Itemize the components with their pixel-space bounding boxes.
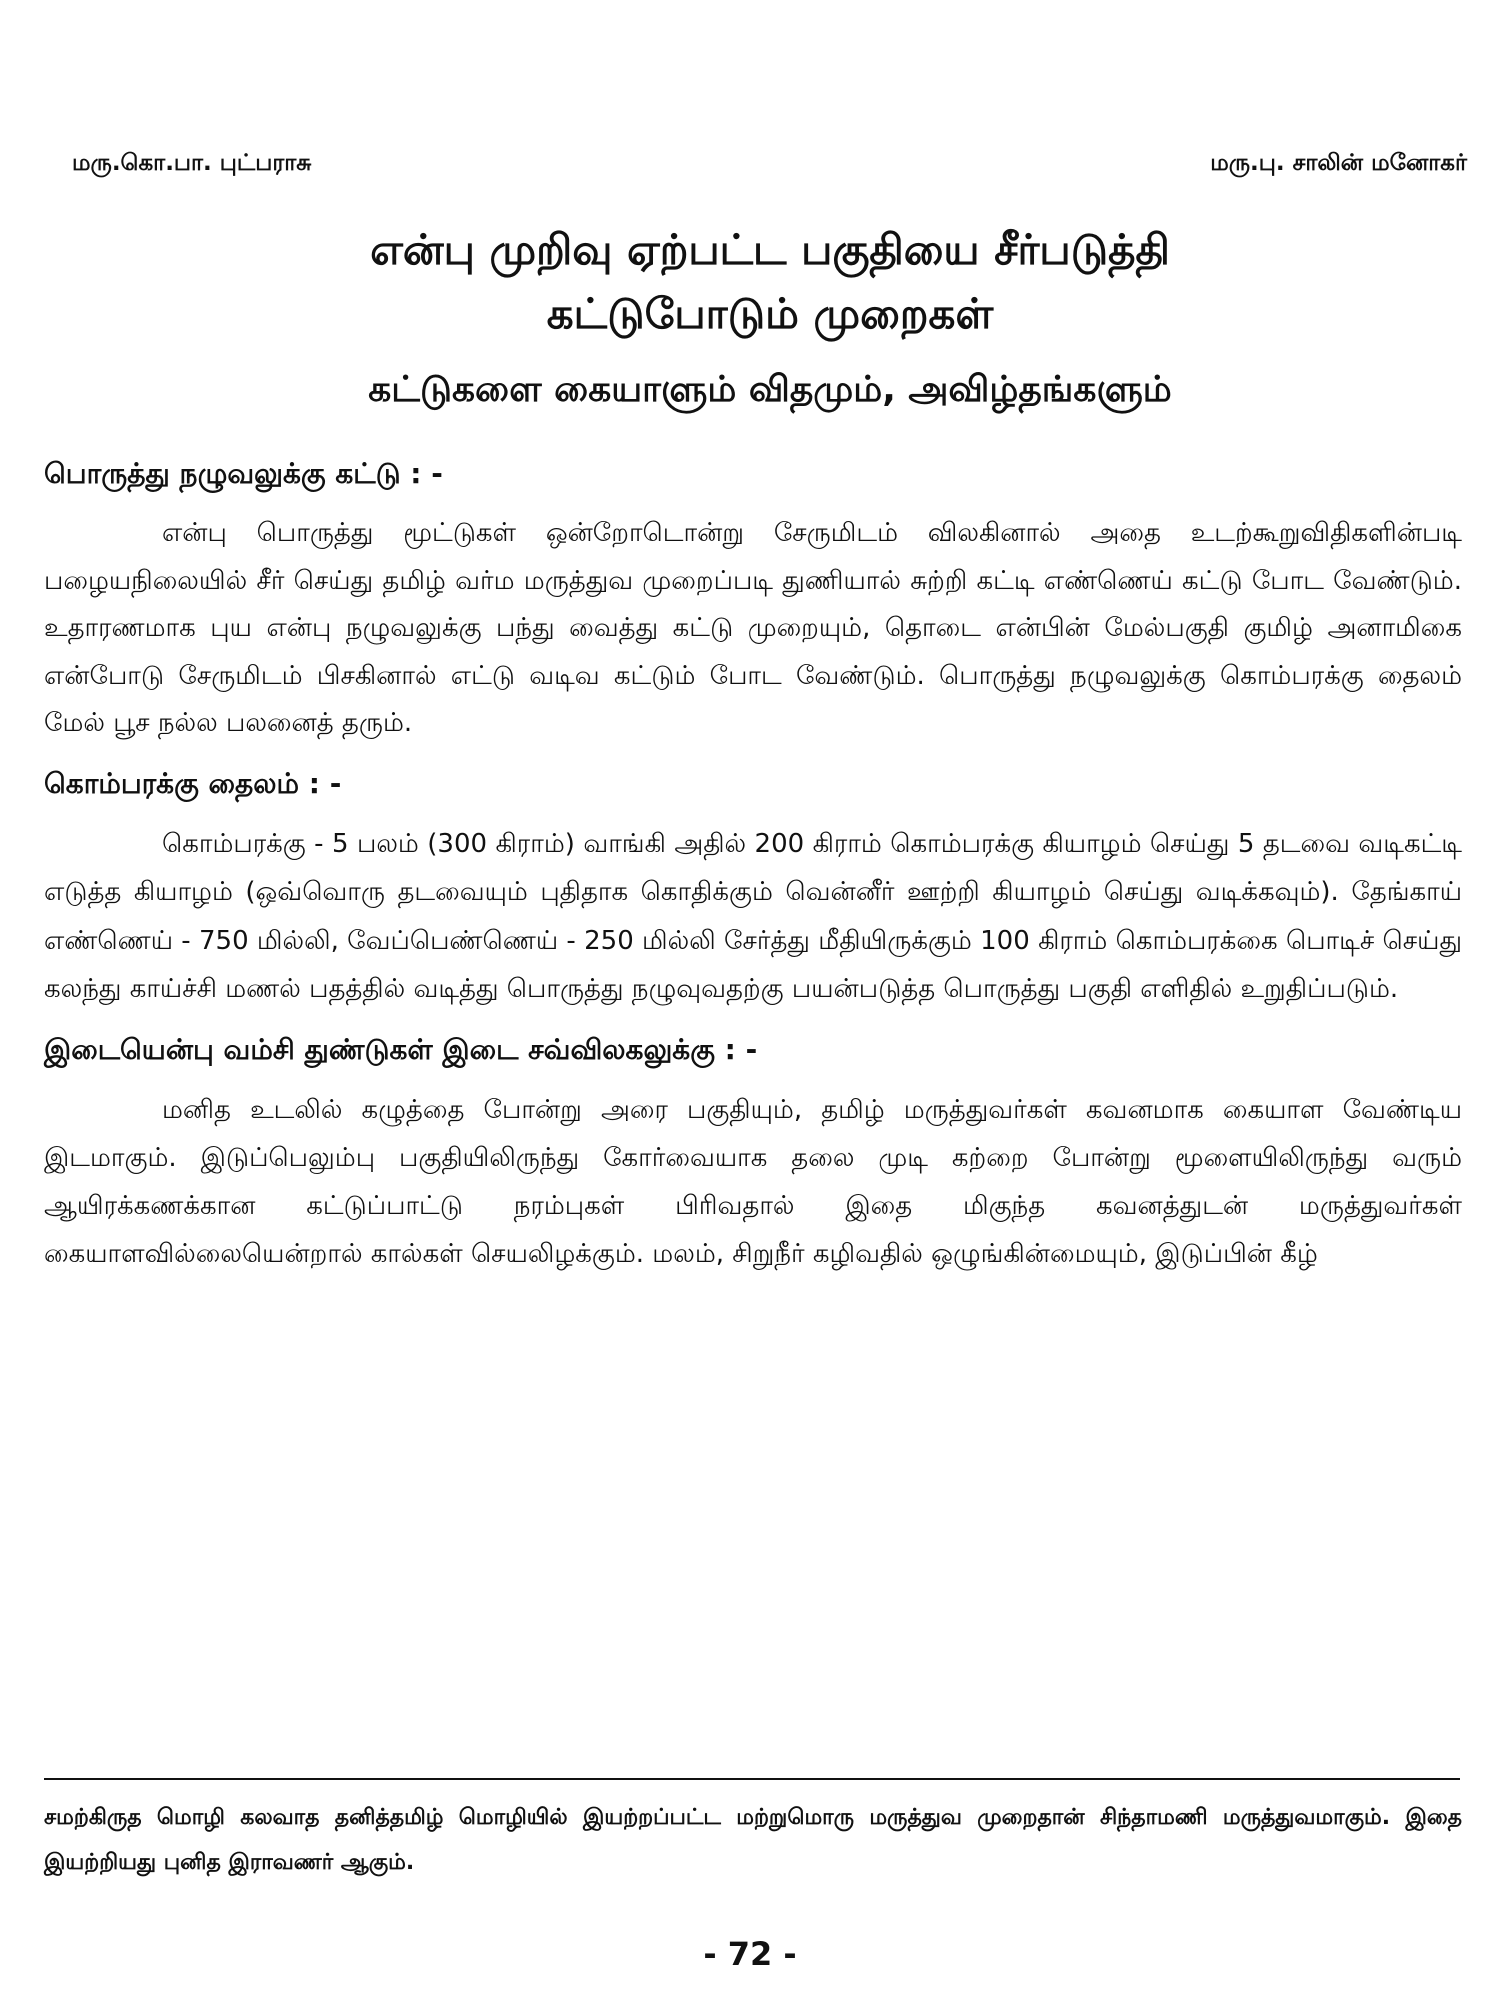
section-heading: இடையென்பு வம்சி துண்டுகள் இடை சவ்விலகலுக்கு : - — [44, 1032, 758, 1066]
page-body — [44, 452, 1462, 1278]
author-right: மரு.பு. சாலின் மனோகர் — [1210, 150, 1467, 176]
author-header — [72, 150, 1467, 179]
chapter-subtitle: கட்டுகளை கையாளும் விதமும், அவிழ்தங்களும் — [368, 369, 1172, 410]
section-paragraph: கொம்பரக்கு - 5 பலம் (300 கிராம்) வாங்கி அதில் 200 கிராம் கொம்பரக்கு கியாழம் செய்து 5 தடவை வடிகட்டி எடுத்த கியாழம் (ஒவ்வொரு தடவையும் புதிதாக கொதிக்கும் வென்னீர் ஊற்றி கியாழம் செய்து வடிக்கவும்). தேங்காய் எண்ணெய் - 750 மில்லி, வேப்பெண்ணெய் - 250 மில்லி சேர்த்து மீதியிருக்கும் 100 கிராம் கொம்பரக்கை பொடிச் செய்து கலந்து காய்ச்சி மணல் பதத்தில் வடித்து பொருத்து நழுவுவதற்கு பயன்படுத்த பொருத்து பகுதி எளிதில் உறுதிப்படும். — [44, 828, 1462, 1004]
footnote: சமற்கிருத மொழி கலவாத தனித்தமிழ் மொழியில் இயற்றப்பட்ட மற்றுமொரு மருத்துவ முறைதான் சிந்தாமணி மருத்துவமாகும். இதை இயற்றியது புனித இராவணர் ஆகும். — [44, 1805, 1462, 1875]
section-heading: பொருத்து நழுவலுக்கு கட்டு : - — [44, 457, 443, 490]
author-left: மரு.கொ.பா. புட்பராசு — [72, 150, 312, 176]
section-kombarakku-oil — [44, 762, 1462, 1014]
chapter-title-line-2: கட்டுபோடும் முறைகள் — [546, 289, 994, 338]
section-spinal-disc — [44, 1028, 1462, 1278]
section-joint-dislocation — [44, 452, 1462, 748]
chapter-title-line-1: என்பு முறிவு ஏற்பட்ட பகுதியை சீர்படுத்தி — [370, 225, 1170, 274]
page-number: - 72 - — [703, 1935, 797, 1973]
section-paragraph: என்பு பொருத்து மூட்டுகள் ஒன்றோடொன்று சேருமிடம் விலகினால் அதை உடற்கூறுவிதிகளின்படி பழையநிலையில் சீர் செய்து தமிழ் வர்ம மருத்துவ முறைப்படி துணியால் சுற்றி கட்டி எண்ணெய் கட்டு போட வேண்டும். உதாரணமாக புய என்பு நழுவலுக்கு பந்து வைத்து கட்டு முறையும், தொடை என்பின் மேல்பகுதி குமிழ் அனாமிகை என்போடு சேருமிடம் பிசகினால் எட்டு வடிவ கட்டும் போட வேண்டும். பொருத்து நழுவலுக்கு கொம்பரக்கு தைலம் மேல் பூச நல்ல பலனைத் தரும். — [44, 518, 1462, 738]
section-paragraph: மனித உடலில் கழுத்தை போன்று அரை பகுதியும், தமிழ் மருத்துவர்கள் கவனமாக கையாள வேண்டிய இடமாகும். இடுப்பெலும்பு பகுதியிலிருந்து கோர்வையாக தலை முடி கற்றை போன்று மூளையிலிருந்து வரும் ஆயிரக்கணக்கான கட்டுப்பாட்டு நரம்புகள் பிரிவதால் இதை மிகுந்த கவனத்துடன் மருத்துவர்கள் கையாளவில்லையென்றால் கால்கள் செயலிழக்கும். மலம், சிறுநீர் கழிவதில் ஒழுங்கின்மையும், இடுப்பின் கீழ் — [44, 1094, 1462, 1269]
footnote-divider — [44, 1778, 1460, 1780]
section-heading: கொம்பரக்கு தைலம் : - — [44, 766, 342, 800]
